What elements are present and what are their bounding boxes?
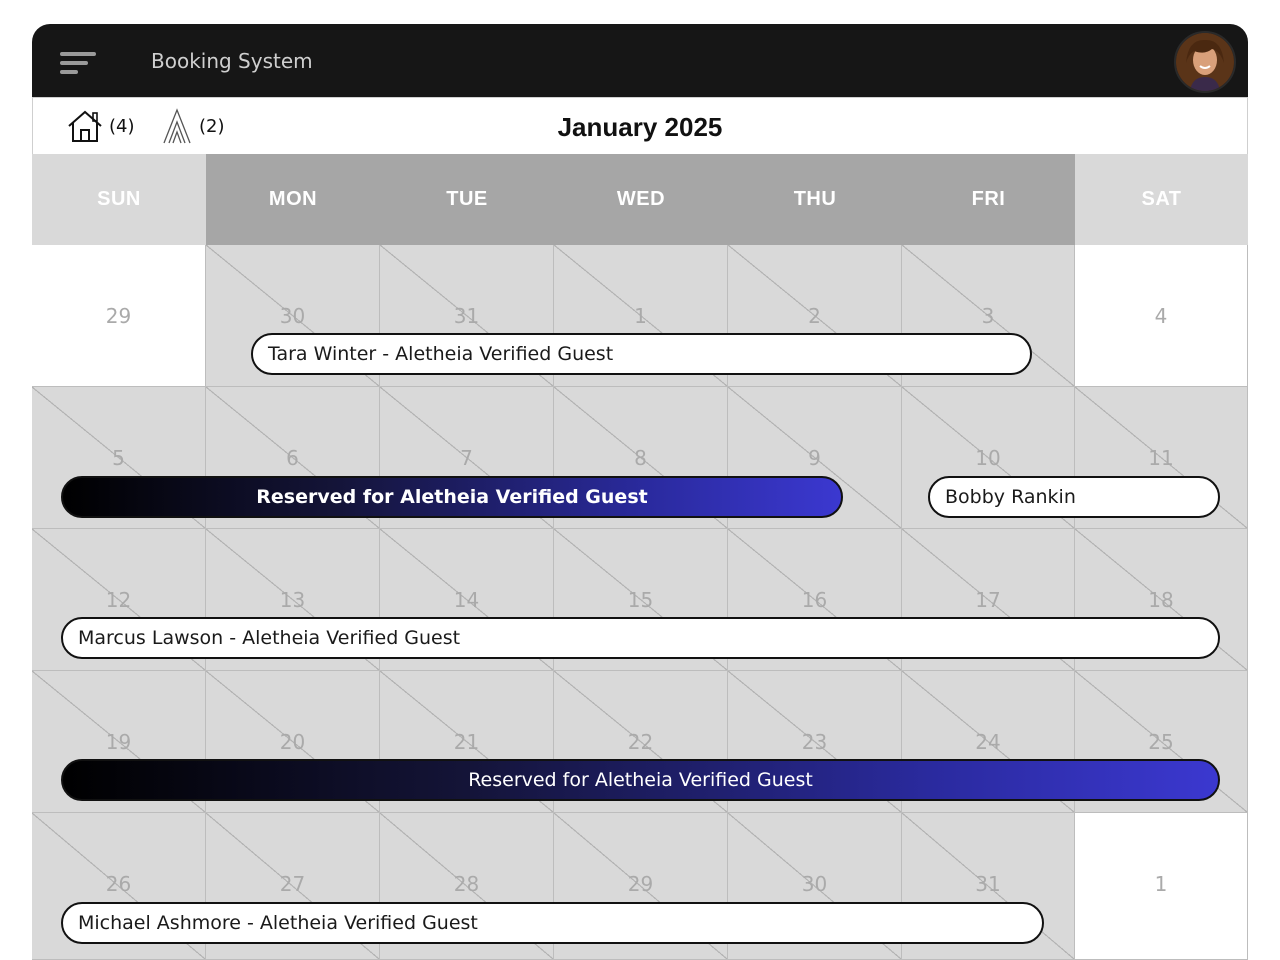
booking-marcus-lawson[interactable]: Marcus Lawson - Aletheia Verified Guest bbox=[61, 617, 1220, 659]
day-number: 17 bbox=[975, 588, 1001, 612]
day-number: 30 bbox=[801, 872, 828, 896]
day-number: 1 bbox=[1154, 872, 1168, 896]
day-number: 8 bbox=[634, 446, 647, 470]
day-number: 3 bbox=[981, 304, 995, 328]
day-number: 19 bbox=[105, 730, 132, 754]
day-number: 29 bbox=[627, 872, 654, 896]
reserved-block-week-4[interactable]: Reserved for Aletheia Verified Guest bbox=[61, 759, 1220, 801]
header-mon: MON bbox=[206, 154, 380, 245]
day-cell[interactable] bbox=[32, 245, 206, 387]
day-cell[interactable] bbox=[1075, 813, 1248, 960]
day-number: 25 bbox=[1148, 730, 1174, 754]
day-number: 15 bbox=[627, 588, 654, 612]
day-number: 28 bbox=[453, 872, 480, 896]
reserved-block-week-2[interactable]: Reserved for Aletheia Verified Guest bbox=[61, 476, 843, 518]
day-number: 20 bbox=[279, 730, 306, 754]
header-sat: SAT bbox=[1075, 154, 1248, 245]
header-fri: FRI bbox=[902, 154, 1075, 245]
weekday-header-row bbox=[32, 154, 1248, 245]
day-number: 14 bbox=[453, 588, 480, 612]
day-number: 29 bbox=[105, 304, 132, 328]
calendar-grid bbox=[32, 245, 1248, 960]
aletheia-count: (2) bbox=[199, 115, 225, 137]
day-number: 26 bbox=[105, 872, 132, 896]
day-number: 23 bbox=[801, 730, 828, 754]
day-number: 24 bbox=[975, 730, 1001, 754]
day-number: 11 bbox=[1148, 446, 1174, 470]
day-number: 1 bbox=[634, 304, 647, 328]
day-number: 6 bbox=[286, 446, 299, 470]
day-number: 13 bbox=[279, 588, 306, 612]
booking-bobby-rankin[interactable]: Bobby Rankin bbox=[928, 476, 1220, 518]
day-number: 9 bbox=[808, 446, 821, 470]
day-number: 31 bbox=[453, 304, 480, 328]
properties-count: (4) bbox=[109, 115, 135, 137]
day-number: 12 bbox=[105, 588, 132, 612]
day-number: 2 bbox=[808, 304, 821, 328]
day-number: 27 bbox=[279, 872, 306, 896]
day-number: 16 bbox=[801, 588, 828, 612]
day-number: 10 bbox=[975, 446, 1001, 470]
calendar-toolbar bbox=[32, 97, 1248, 155]
booking-tara-winter[interactable]: Tara Winter - Aletheia Verified Guest bbox=[251, 333, 1032, 375]
day-number: 7 bbox=[460, 446, 473, 470]
day-number: 22 bbox=[627, 730, 654, 754]
menu-icon[interactable] bbox=[60, 52, 98, 76]
booking-michael-ashmore[interactable]: Michael Ashmore - Aletheia Verified Guest bbox=[61, 902, 1044, 944]
header-sun: SUN bbox=[32, 154, 206, 245]
booking-app bbox=[32, 24, 1248, 960]
day-number: 5 bbox=[112, 446, 125, 470]
user-avatar[interactable] bbox=[1174, 31, 1236, 93]
app-title: Booking System bbox=[151, 49, 313, 73]
top-bar bbox=[32, 24, 1248, 97]
day-number: 31 bbox=[975, 872, 1001, 896]
day-number: 21 bbox=[453, 730, 480, 754]
day-number: 4 bbox=[1154, 304, 1168, 328]
day-number: 30 bbox=[279, 304, 306, 328]
day-number: 18 bbox=[1148, 588, 1174, 612]
header-thu: THU bbox=[728, 154, 902, 245]
header-wed: WED bbox=[554, 154, 728, 245]
avatar-portrait-icon bbox=[1176, 33, 1234, 91]
day-cell[interactable] bbox=[1075, 245, 1248, 387]
month-title: January 2025 bbox=[557, 112, 723, 142]
header-tue: TUE bbox=[380, 154, 554, 245]
